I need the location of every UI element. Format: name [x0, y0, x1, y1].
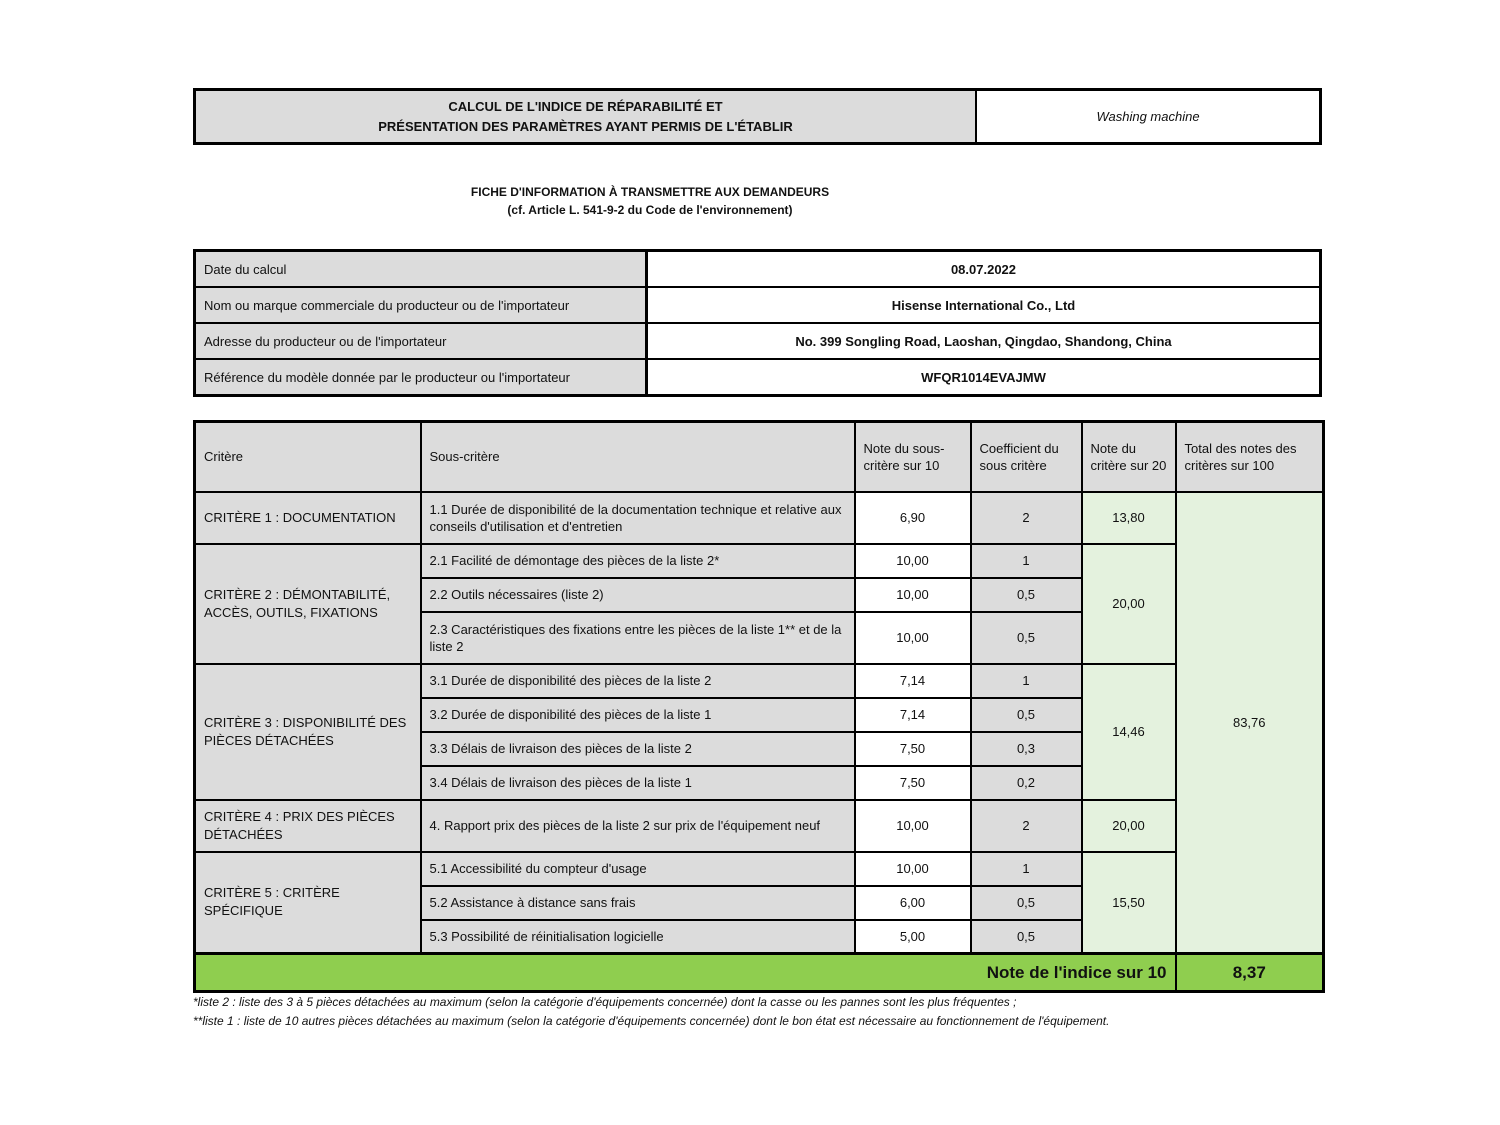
sub-criterion-coef: 1 [971, 852, 1082, 886]
table-row [195, 800, 1324, 852]
sub-criterion-label: 2.2 Outils nécessaires (liste 2) [421, 578, 855, 612]
info-row-model [196, 358, 1319, 394]
title-line-2: PRÉSENTATION DES PARAMÈTRES AYANT PERMIS DE L'ÉTABLIR [378, 118, 793, 134]
sub-criterion-coef: 0,5 [971, 698, 1082, 732]
sub-criterion-label: 1.1 Durée de disponibilité de la documentation technique et relative aux conseils d'utilisation et d'entretien [421, 492, 855, 544]
header-critere: Critère [195, 422, 421, 492]
subtitle-line-2: (cf. Article L. 541-9-2 du Code de l'environnement) [507, 203, 793, 217]
header-total: Total des notes des critères sur 100 [1176, 422, 1324, 492]
sub-criterion-coef: 0,5 [971, 886, 1082, 920]
footnote-liste-2: *liste 2 : liste des 3 à 5 pièces détachées au maximum (selon la catégorie d'équipements concernée) dont la casse ou les pannes sont les plus fréquentes ; [193, 995, 1017, 1009]
footnote-liste-1: **liste 1 : liste de 10 autres pièces détachées au maximum (selon la catégorie d'équipements concernée) dont le bon état est nécessaire au fonctionnement de l'équipement. [193, 1014, 1110, 1028]
sub-criterion-coef: 2 [971, 800, 1082, 852]
sub-criterion-coef: 0,5 [971, 612, 1082, 664]
table-row [195, 852, 1324, 886]
total-score-100: 83,76 [1176, 492, 1324, 954]
info-row-date [196, 252, 1319, 286]
info-row-brand [196, 286, 1319, 322]
criterion-4-label: CRITÈRE 4 : PRIX DES PIÈCES DÉTACHÉES [195, 800, 421, 852]
sub-criterion-note: 10,00 [855, 544, 971, 578]
criterion-4-score: 20,00 [1082, 800, 1176, 852]
sub-criterion-note: 7,14 [855, 664, 971, 698]
sub-criterion-note: 10,00 [855, 852, 971, 886]
table-row [195, 492, 1324, 544]
header-coefficient: Coefficient du sous critère [971, 422, 1082, 492]
criterion-2-label: CRITÈRE 2 : DÉMONTABILITÉ, ACCÈS, OUTILS, FIXATIONS [195, 544, 421, 664]
sub-criterion-label: 3.2 Durée de disponibilité des pièces de la liste 1 [421, 698, 855, 732]
sub-criterion-note: 6,90 [855, 492, 971, 544]
info-label: Référence du modèle donnée par le producteur ou l'importateur [196, 360, 648, 394]
sub-criterion-note: 5,00 [855, 920, 971, 954]
header-sous-critere: Sous-critère [421, 422, 855, 492]
sub-criterion-label: 3.4 Délais de livraison des pièces de la liste 1 [421, 766, 855, 800]
sub-criterion-coef: 1 [971, 544, 1082, 578]
criterion-1-score: 13,80 [1082, 492, 1176, 544]
header-note-sous-critere: Note du sous-critère sur 10 [855, 422, 971, 492]
criterion-3-score: 14,46 [1082, 664, 1176, 800]
sub-criterion-label: 2.1 Facilité de démontage des pièces de la liste 2* [421, 544, 855, 578]
criterion-2-score: 20,00 [1082, 544, 1176, 664]
sub-criterion-note: 10,00 [855, 578, 971, 612]
sub-criterion-label: 4. Rapport prix des pièces de la liste 2 sur prix de l'équipement neuf [421, 800, 855, 852]
sub-criterion-coef: 0,5 [971, 920, 1082, 954]
info-label: Adresse du producteur ou de l'importateur [196, 324, 648, 358]
sub-criterion-label: 3.3 Délais de livraison des pièces de la liste 2 [421, 732, 855, 766]
sub-criterion-note: 7,50 [855, 766, 971, 800]
sub-criterion-label: 5.2 Assistance à distance sans frais [421, 886, 855, 920]
header-note-critere: Note du critère sur 20 [1082, 422, 1176, 492]
sub-criterion-coef: 1 [971, 664, 1082, 698]
sub-criterion-label: 5.3 Possibilité de réinitialisation logicielle [421, 920, 855, 954]
title-line-1: CALCUL DE L'INDICE DE RÉPARABILITÉ ET [448, 98, 723, 114]
sub-criterion-label: 2.3 Caractéristiques des fixations entre les pièces de la liste 1** et de la liste 2 [421, 612, 855, 664]
sub-criterion-note: 10,00 [855, 800, 971, 852]
product-type: Washing machine [975, 88, 1322, 145]
table-header-row [195, 422, 1324, 492]
sub-criterion-note: 7,14 [855, 698, 971, 732]
info-label: Date du calcul [196, 252, 648, 286]
sub-criterion-note: 6,00 [855, 886, 971, 920]
subtitle-line-1: FICHE D'INFORMATION À TRANSMETTRE AUX DEMANDEURS [470, 185, 830, 199]
table-row [195, 544, 1324, 578]
info-sheet-subtitle [380, 183, 920, 219]
sub-criterion-coef: 0,5 [971, 578, 1082, 612]
info-label: Nom ou marque commerciale du producteur ou de l'importateur [196, 288, 648, 322]
final-index-row [195, 954, 1324, 992]
document-title [193, 88, 978, 145]
sub-criterion-coef: 0,3 [971, 732, 1082, 766]
final-index-value: 8,37 [1176, 954, 1324, 992]
producer-info-table [193, 249, 1322, 397]
table-row [195, 664, 1324, 698]
sub-criterion-coef: 2 [971, 492, 1082, 544]
sub-criterion-note: 7,50 [855, 732, 971, 766]
info-row-address [196, 322, 1319, 358]
criterion-5-label: CRITÈRE 5 : CRITÈRE SPÉCIFIQUE [195, 852, 421, 954]
repairability-score-table [193, 420, 1325, 993]
criterion-1-label: CRITÈRE 1 : DOCUMENTATION [195, 492, 421, 544]
criterion-3-label: CRITÈRE 3 : DISPONIBILITÉ DES PIÈCES DÉTACHÉES [195, 664, 421, 800]
info-value: 08.07.2022 [950, 261, 1017, 277]
sub-criterion-label: 3.1 Durée de disponibilité des pièces de la liste 2 [421, 664, 855, 698]
sub-criterion-coef: 0,2 [971, 766, 1082, 800]
sub-criterion-label: 5.1 Accessibilité du compteur d'usage [421, 852, 855, 886]
info-value: WFQR1014EVAJMW [921, 369, 1046, 385]
criterion-5-score: 15,50 [1082, 852, 1176, 954]
info-value: Hisense International Co., Ltd [891, 297, 1076, 313]
info-value: No. 399 Songling Road, Laoshan, Qingdao, Shandong, China [795, 333, 1172, 349]
sub-criterion-note: 10,00 [855, 612, 971, 664]
footnotes [193, 993, 1322, 1031]
final-index-label: Note de l'indice sur 10 [195, 954, 1176, 992]
